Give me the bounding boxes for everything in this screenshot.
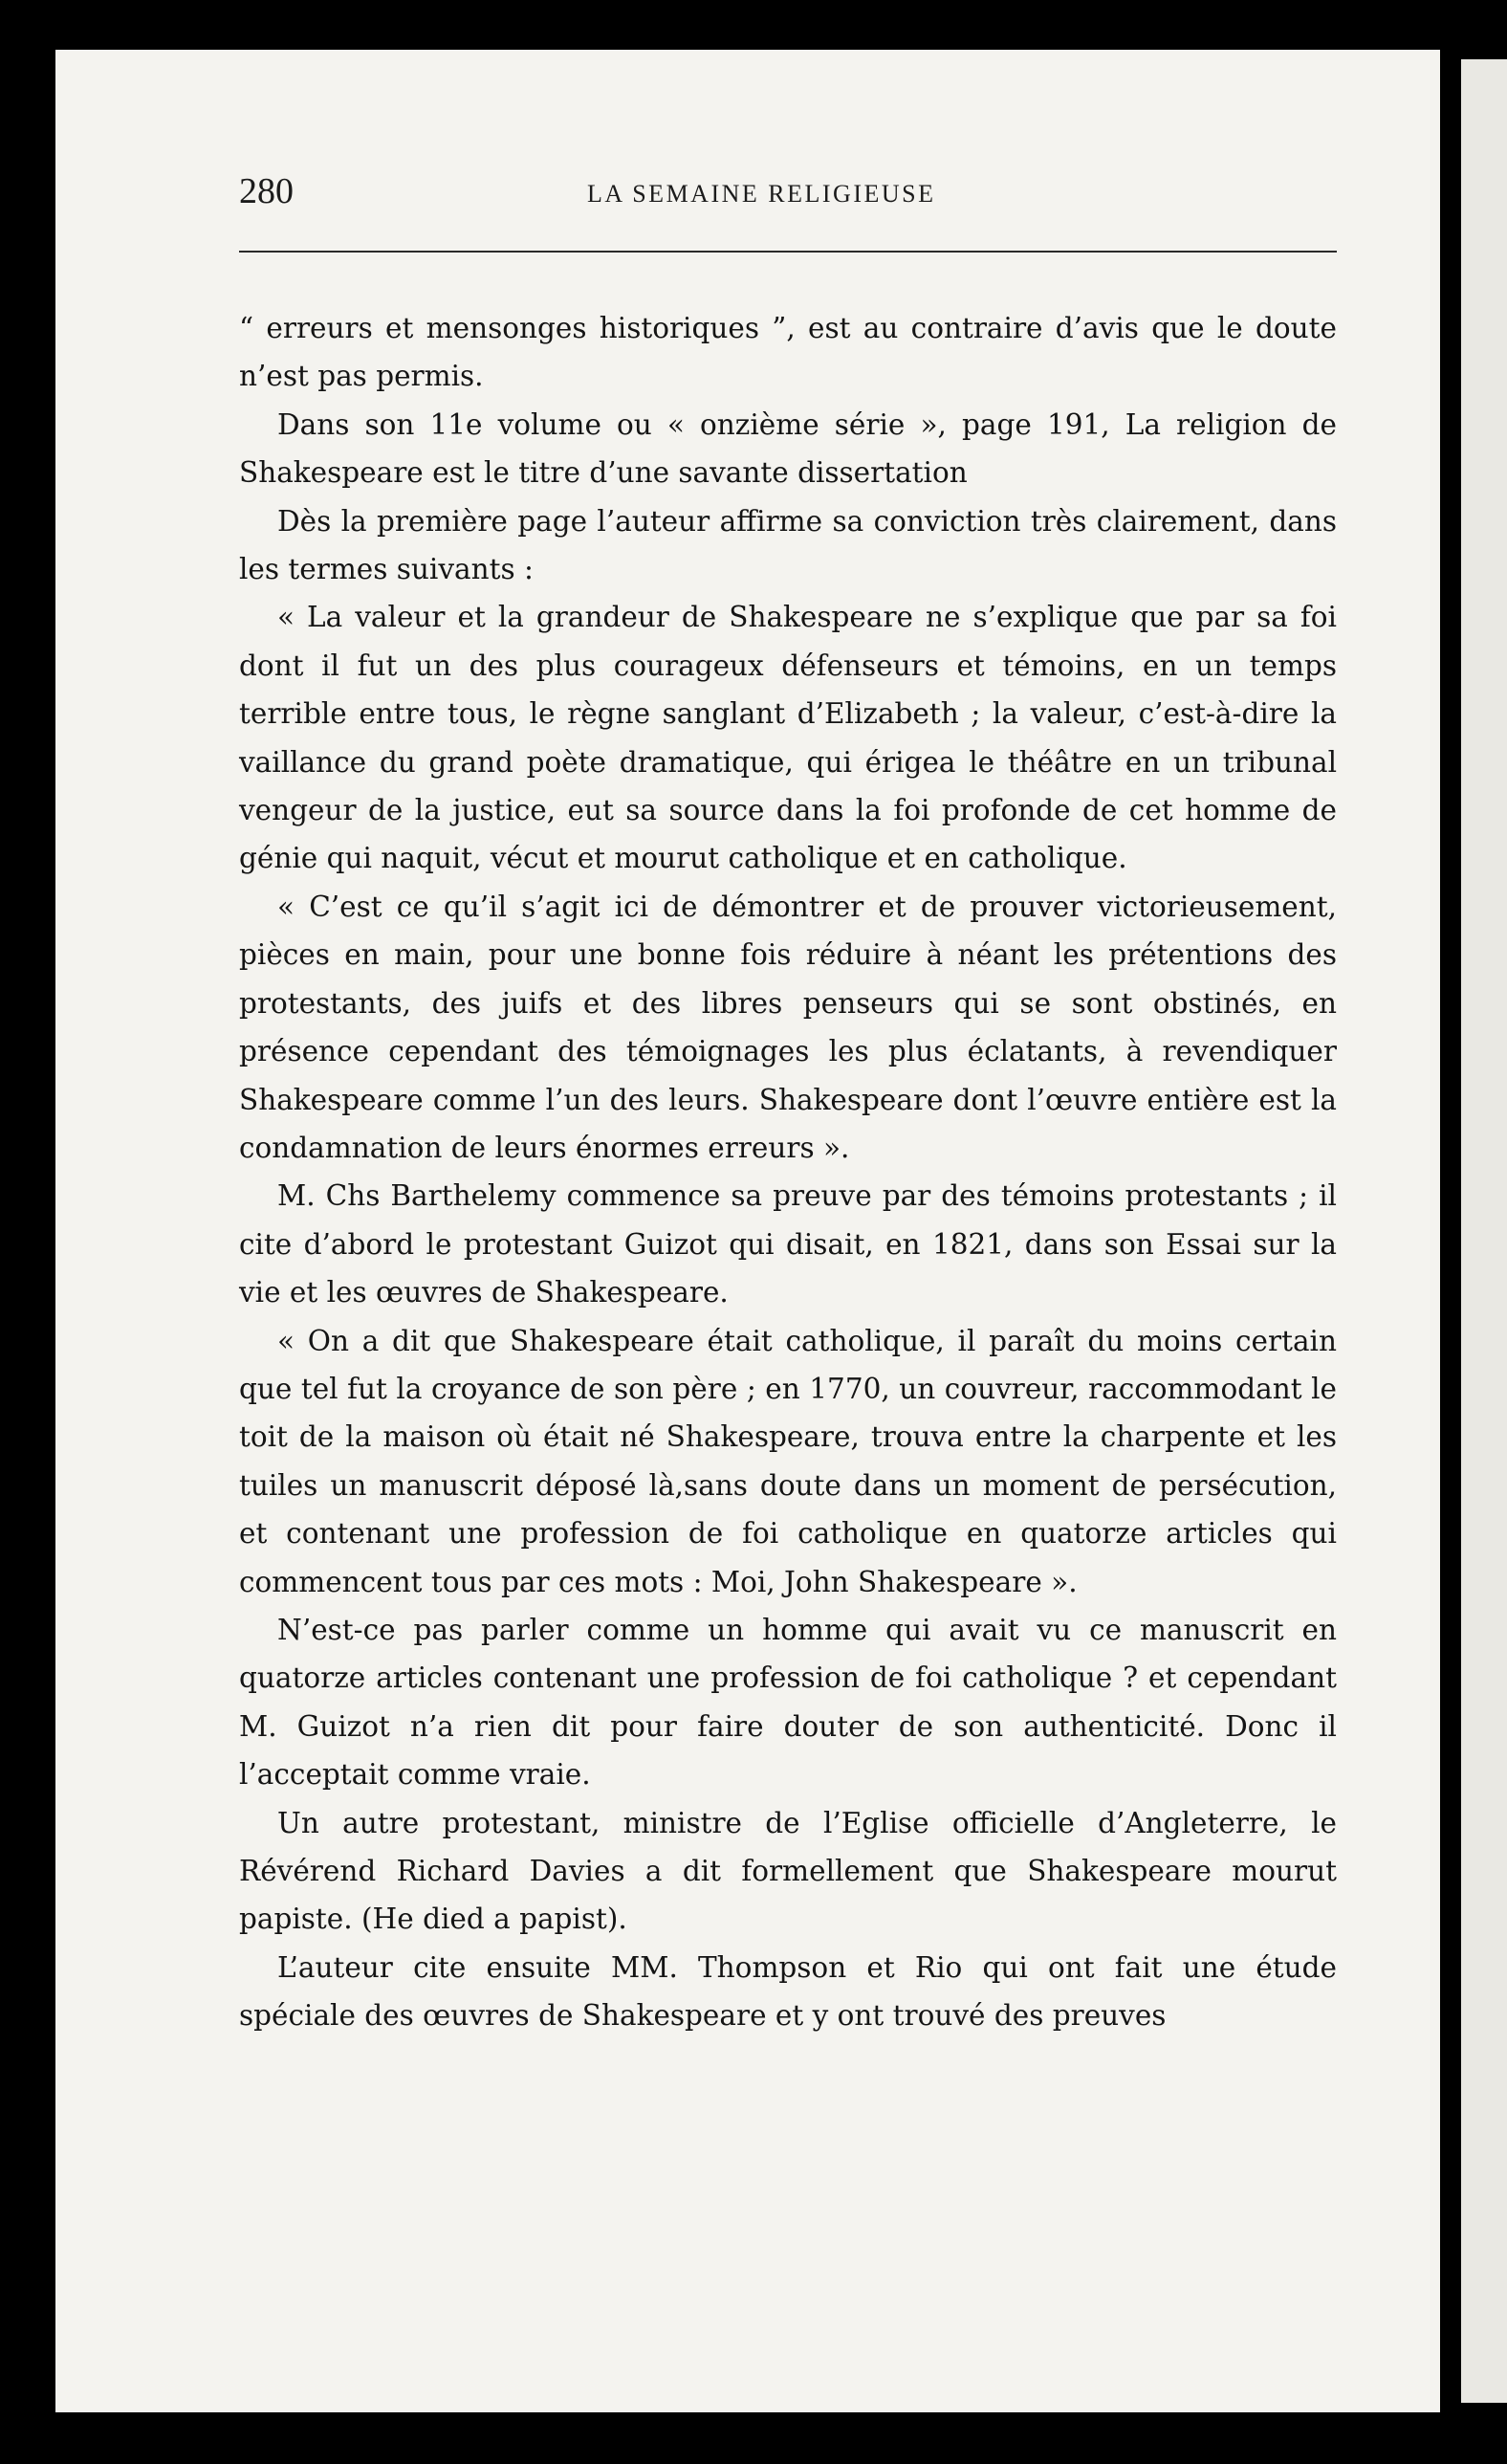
next-page-edge [1461, 59, 1507, 2403]
page-number: 280 [239, 171, 294, 211]
running-title: LA SEMAINE RELIGIEUSE [587, 180, 936, 208]
paragraph-1: “ erreurs et mensonges historiques ”, est au contraire d’avis que le doute n’est pas permis. [239, 312, 1337, 393]
paragraph-5: « C’est ce qu’il s’agit ici de démontrer et de prouver victorieusement, pièces en main, pour une bonne fois réduire à néant les prétentions des protestants, des juifs et des libres penseurs qui se sont obstinés, en présence cependant des témoignages les plus éclatants, à revendiquer Shakespeare comme l’un des leurs. Shakespeare dont l’œuvre entière est la condamnation de leurs énormes erreurs ». [239, 890, 1337, 1164]
paragraph-7: « On a dit que Shakespeare était catholique, il paraît du moins certain que tel fut la croyance de son père ; en 1770, un couvreur, raccommodant le toit de la maison où était né Shakespeare, trouva entre la charpente et les tuiles un manuscrit déposé là,sans doute dans un moment de persécution, et contenant une profession de foi catholique en quatorze articles qui commencent tous par ces mots : Moi, John Shakespeare ». [239, 1324, 1337, 1598]
paragraph-8: N’est-ce pas parler comme un homme qui avait vu ce manuscrit en quatorze articles contenant une profession de foi catholique ? et cependant M. Guizot n’a rien dit pour faire douter de son authenticité. Donc il l’acceptait comme vraie. [239, 1613, 1337, 1792]
header-rule [239, 251, 1337, 253]
paragraph-9: Un autre protestant, ministre de l’Eglise officielle d’Angleterre, le Révérend Richard Davies a dit formellement que Shakespeare mourut papiste. (He died a papist). [239, 1806, 1337, 1936]
page-header [239, 170, 1339, 228]
body-text [239, 304, 1337, 2040]
paragraph-6: M. Chs Barthelemy commence sa preuve par des témoins protestants ; il cite d’abord le protestant Guizot qui disait, en 1821, dans son Essai sur la vie et les œuvres de Shakespeare. [239, 1179, 1337, 1309]
paragraph-4: « La valeur et la grandeur de Shakespeare ne s’explique que par sa foi dont il fut un des plus courageux défenseurs et témoins, en un temps terrible entre tous, le règne sanglant d’Elizabeth ; la valeur, c’est-à-dire la vaillance du grand poète dramatique, qui érigea le théâtre en un tribunal vengeur de la justice, eut sa source dans la foi profonde de cet homme de génie qui naquit, vécut et mourut catholique et en catholique. [239, 601, 1337, 875]
paragraph-2: Dans son 11e volume ou « onzième série », page 191, La religion de Shakespeare est le titre d’une savante dissertation [239, 407, 1337, 490]
paragraph-10: L’auteur cite ensuite MM. Thompson et Rio qui ont fait une étude spéciale des œuvres de Shakespeare et y ont trouvé des preuves [239, 1950, 1337, 2033]
paragraph-3: Dès la première page l’auteur affirme sa conviction très clairement, dans les termes suivants : [239, 504, 1337, 586]
